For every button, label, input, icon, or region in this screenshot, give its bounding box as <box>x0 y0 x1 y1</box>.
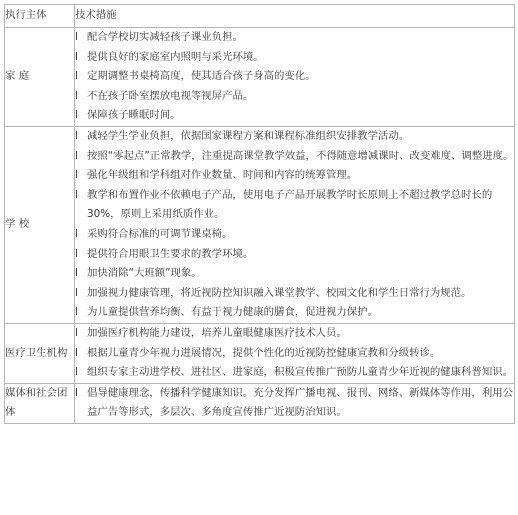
measure-text: 为儿童提供营养均衡、有益于视力健康的膳食，促进视力保护。 <box>87 306 378 319</box>
measure-item <box>75 147 514 167</box>
measure-item <box>75 87 514 107</box>
row-medical <box>5 323 515 383</box>
measure-item <box>75 324 514 344</box>
measures-cell <box>75 383 515 423</box>
header-row <box>5 5 515 28</box>
bullet-icon: l <box>75 386 78 399</box>
measure-text: 不在孩子卧室摆放电视等视屏产品。 <box>87 89 254 102</box>
subject-cell: 媒体和社会团体 <box>5 383 75 423</box>
bullet-icon: l <box>75 306 78 319</box>
measures-table <box>4 4 515 424</box>
measure-item <box>75 363 514 383</box>
measure-text: 倡导健康理念，传播科学健康知识。充分发挥广播电视、报刊、网络、新媒体等作用，利用公益广告等形式，多层次、多角度宣传推广近视防治知识。 <box>87 386 514 419</box>
row-family <box>5 28 515 127</box>
subject-cell: 医疗卫生机构 <box>5 323 75 383</box>
row-school <box>5 126 515 323</box>
measures-cell <box>75 28 515 127</box>
bullet-icon: l <box>75 188 78 201</box>
measure-item <box>75 106 514 126</box>
bullet-icon: l <box>75 31 78 43</box>
bullet-icon: l <box>75 169 78 182</box>
measure-item <box>75 166 514 186</box>
measure-text: 提供良好的家庭室内照明与采光环境。 <box>87 50 264 63</box>
measure-item <box>75 245 514 265</box>
measure-text: 加强视力健康管理，将近视防控知识融入课堂教学、校园文化和学生日常行为规范。 <box>87 286 472 299</box>
measure-item <box>75 284 514 304</box>
measure-text: 减轻学生学业负担，依据国家课程方案和课程标准组织安排教学活动。 <box>87 129 410 142</box>
measures-cell <box>75 126 515 323</box>
measure-item <box>75 303 514 323</box>
bullet-icon: l <box>75 267 78 280</box>
bullet-icon: l <box>75 346 78 359</box>
bullet-icon: l <box>75 109 78 122</box>
measure-text: 按照“零起点”正常教学，注重提高课堂教学效益，不得随意增减课时、改变难度、调整进度。 <box>87 149 514 162</box>
measure-item <box>75 344 514 364</box>
bullet-icon: l <box>75 247 78 260</box>
bullet-icon: l <box>75 50 78 63</box>
measure-text: 保障孩子睡眠时间。 <box>87 109 181 122</box>
measures-cell <box>75 323 515 383</box>
measure-item <box>75 384 514 423</box>
measure-text: 根据儿童青少年视力进展情况，提供个性化的近视防控健康宣教和分级转诊。 <box>87 346 441 359</box>
measure-item <box>75 48 514 68</box>
row-media <box>5 383 515 423</box>
measure-text: 定期调整书桌椅高度，使其适合孩子身高的变化。 <box>87 70 316 83</box>
measure-text: 加快消除“大班额”现象。 <box>87 267 202 280</box>
header-measures: 技术措施 <box>75 5 515 28</box>
measure-text: 教学和布置作业不依赖电子产品，使用电子产品开展教学时长原则上不超过教学总时长的30%，原则上采用纸质作业。 <box>87 188 493 221</box>
bullet-icon: l <box>75 326 78 339</box>
measure-item <box>75 28 514 48</box>
measure-text: 提供符合用眼卫生要求的教学环境。 <box>87 247 254 260</box>
bullet-icon: l <box>75 89 78 102</box>
bullet-icon: l <box>75 286 78 299</box>
measure-text: 加强医疗机构能力建设，培养儿童眼健康医疗技术人员。 <box>87 326 347 339</box>
measure-item <box>75 225 514 245</box>
bullet-icon: l <box>75 227 78 240</box>
header-subject: 执行主体 <box>5 5 75 28</box>
subject-cell: 家 庭 <box>5 28 75 127</box>
bullet-icon: l <box>75 70 78 83</box>
measure-item <box>75 67 514 87</box>
measure-text: 采购符合标准的可调节课桌椅。 <box>87 227 233 240</box>
subject-cell: 学 校 <box>5 126 75 323</box>
measure-item <box>75 264 514 284</box>
bullet-icon: l <box>75 366 78 379</box>
measure-text: 组织专家主动进学校、进社区、进家庭，积极宣传推广预防儿童青少年近视的健康科普知识。 <box>87 366 514 379</box>
measure-text: 配合学校切实减轻孩子课业负担。 <box>87 31 243 43</box>
measure-item <box>75 127 514 147</box>
measure-item <box>75 186 514 225</box>
bullet-icon: l <box>75 129 78 142</box>
bullet-icon: l <box>75 149 78 162</box>
measure-text: 强化年级组和学科组对作业数量、时间和内容的统筹管理。 <box>87 169 358 182</box>
